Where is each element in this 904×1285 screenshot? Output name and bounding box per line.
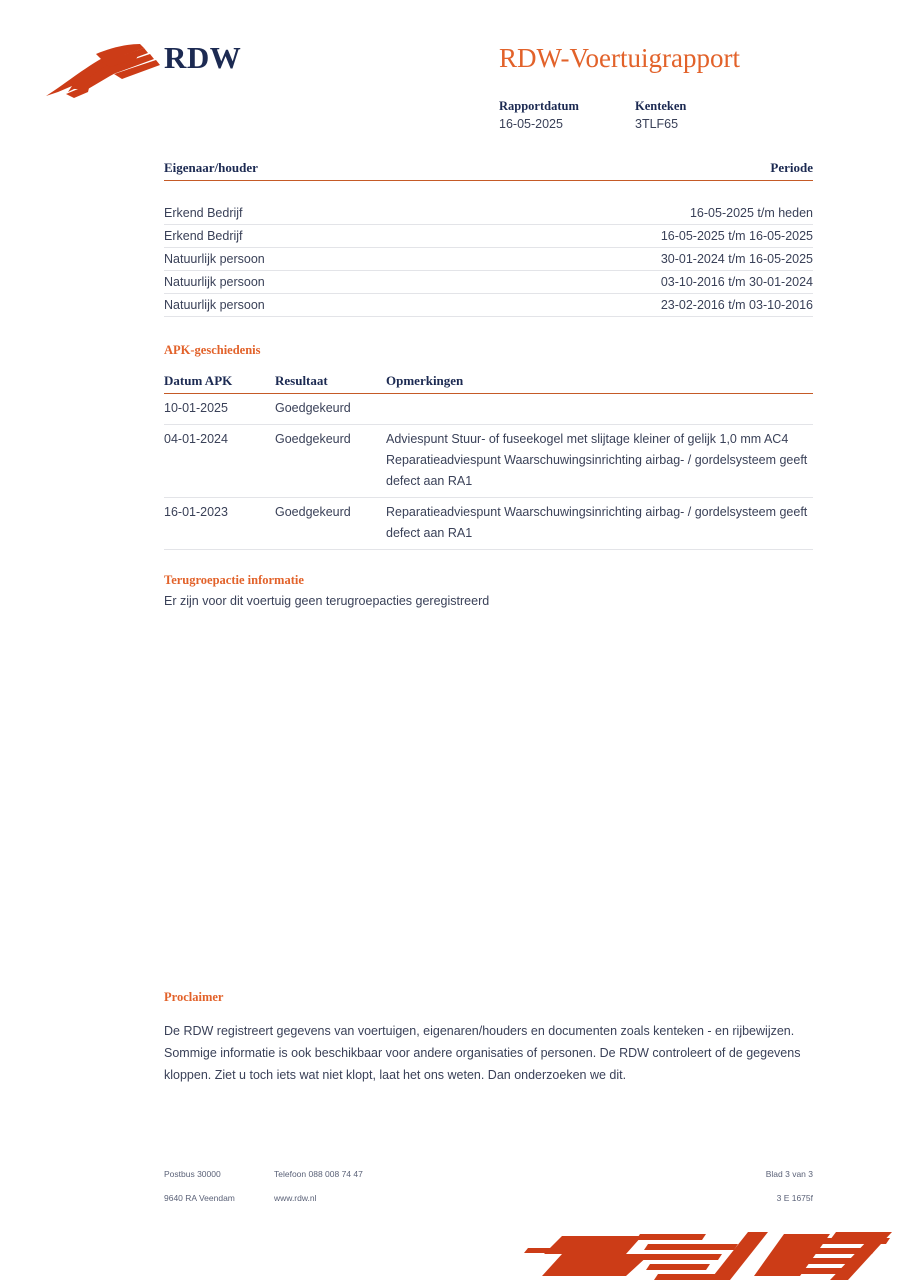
owner-row <box>164 225 813 248</box>
owner-type: Erkend Bedrijf <box>164 206 243 220</box>
apk-column-result: Resultaat <box>275 373 328 388</box>
rdw-speed-stripes-icon <box>500 1228 904 1280</box>
owner-row <box>164 202 813 225</box>
apk-date: 10-01-2025 <box>164 401 228 415</box>
owner-row <box>164 294 813 317</box>
apk-date: 04-01-2024 <box>164 432 228 446</box>
owner-section-title: Eigenaar/houder <box>164 160 258 175</box>
owner-period: 23-02-2016 t/m 03-10-2016 <box>660 298 813 312</box>
footer-website[interactable]: www.rdw.nl <box>274 1193 317 1203</box>
footer-row-1 <box>164 1168 813 1181</box>
rdw-logo-icon <box>44 42 164 104</box>
disclaimer-section <box>164 990 813 1086</box>
apk-section <box>164 343 813 550</box>
apk-remark-line: Adviespunt Stuur- of fuseekogel met slijtage kleiner of gelijk 1,0 mm AC4 <box>386 432 789 446</box>
apk-date: 16-01-2023 <box>164 505 228 519</box>
apk-row <box>164 425 813 498</box>
apk-rows <box>164 394 813 550</box>
footer-phone: Telefoon 088 008 74 47 <box>274 1169 363 1179</box>
apk-remark-line: Reparatieadviespunt Waarschuwingsinrichting airbag- / gordelsysteem geeft defect aan RA1 <box>386 505 808 540</box>
owner-period-header: Periode <box>770 160 813 175</box>
owner-rows <box>164 202 813 317</box>
report-meta <box>499 97 819 134</box>
document-header <box>0 0 904 150</box>
recall-section-title: Terugroepactie informatie <box>164 573 304 587</box>
apk-result: Goedgekeurd <box>275 505 351 519</box>
owner-type: Natuurlijk persoon <box>164 298 265 312</box>
footer-form-code: 3 E 1675f <box>776 1193 813 1203</box>
footer-row-2 <box>164 1192 813 1205</box>
apk-remarks <box>386 429 813 492</box>
license-plate-value: 3TLF65 <box>635 117 679 131</box>
owner-section <box>164 160 813 317</box>
apk-remarks <box>386 502 813 544</box>
owner-row <box>164 271 813 294</box>
owner-period: 30-01-2024 t/m 16-05-2025 <box>660 252 813 266</box>
owner-type: Natuurlijk persoon <box>164 275 265 289</box>
owner-period: 03-10-2016 t/m 30-01-2024 <box>660 275 813 289</box>
recall-section <box>164 573 813 612</box>
apk-result: Goedgekeurd <box>275 432 351 446</box>
apk-table-header <box>164 358 813 394</box>
document-footer <box>164 1168 813 1216</box>
apk-column-date: Datum APK <box>164 373 233 388</box>
footer-page-info: Blad 3 van 3 <box>765 1169 813 1179</box>
page-title: RDW-Voertuigrapport <box>499 43 740 73</box>
apk-row <box>164 394 813 425</box>
owner-type: Erkend Bedrijf <box>164 229 243 243</box>
apk-result: Goedgekeurd <box>275 401 351 415</box>
report-date-label: Rapportdatum <box>499 99 579 113</box>
apk-row <box>164 498 813 550</box>
disclaimer-section-text: De RDW registreert gegevens van voertuigen, eigenaren/houders en documenten zoals kenteken - en rijbewijzen. Sommige informatie is ook beschikbaar voor andere organisaties of personen. De RDW controleert of de gegevens kloppen. Ziet u toch iets wat niet klopt, laat het ons weten. Dan onderzoeken we dit. <box>164 1024 801 1082</box>
apk-remark-line: Reparatieadviespunt Waarschuwingsinrichting airbag- / gordelsysteem geeft defect aan RA1 <box>386 453 808 488</box>
report-date-group <box>499 97 635 134</box>
owner-type: Natuurlijk persoon <box>164 252 265 266</box>
apk-column-remarks: Opmerkingen <box>386 373 464 388</box>
license-plate-group <box>635 97 686 134</box>
apk-remarks <box>386 398 813 419</box>
footer-postbus: Postbus 30000 <box>164 1169 221 1179</box>
report-date-value: 16-05-2025 <box>499 117 563 131</box>
disclaimer-section-title: Proclaimer <box>164 990 224 1004</box>
owner-row <box>164 248 813 271</box>
recall-section-text: Er zijn voor dit voertuig geen terugroepacties geregistreerd <box>164 594 490 608</box>
owner-period: 16-05-2025 t/m heden <box>689 206 813 220</box>
owner-period: 16-05-2025 t/m 16-05-2025 <box>660 229 813 243</box>
license-plate-label: Kenteken <box>635 99 687 113</box>
apk-section-title: APK-geschiedenis <box>164 343 261 357</box>
rdw-wordmark: RDW <box>164 40 242 75</box>
footer-city: 9640 RA Veendam <box>164 1193 235 1203</box>
owner-section-header <box>164 160 813 181</box>
